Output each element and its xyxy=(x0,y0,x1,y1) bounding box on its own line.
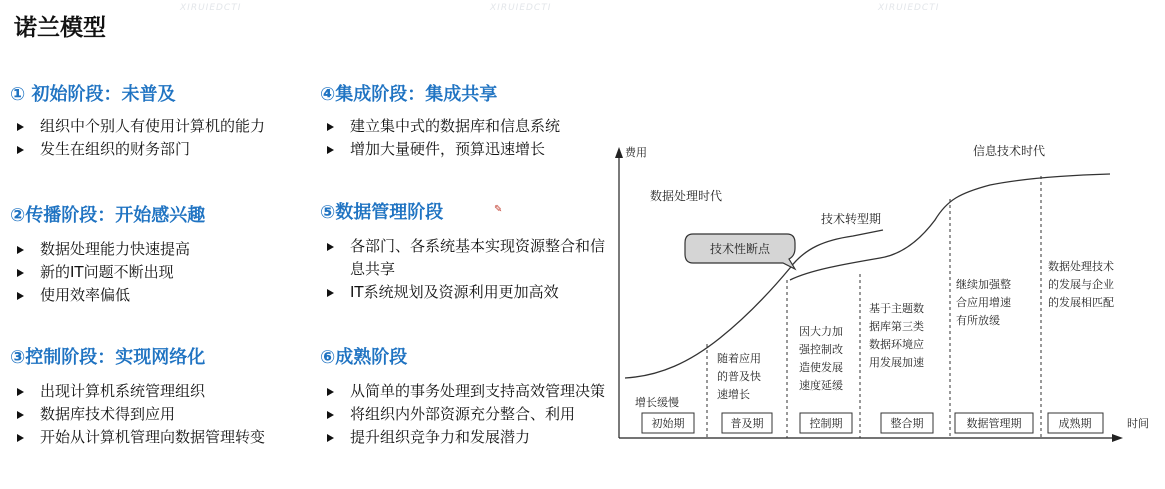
bullet-item: 开始从计算机管理向数据管理转变 xyxy=(10,426,300,449)
stage-title: ⑤数据管理阶段 xyxy=(320,202,444,223)
stage-4 xyxy=(320,80,610,161)
bullet-list xyxy=(10,380,300,449)
bullet-list xyxy=(320,380,605,449)
bullet-item: 组织中个别人有使用计算机的能力 xyxy=(10,115,300,138)
bullet-item: 使用效率偏低 xyxy=(10,284,300,307)
phase-label: 整合期 xyxy=(890,417,924,430)
stage-1 xyxy=(10,80,300,161)
stage-title: ① 初始阶段：未普及 xyxy=(10,84,176,105)
phase-description: 随着应用 的普及快 速增长 xyxy=(717,352,761,401)
phase-label: 控制期 xyxy=(809,417,843,430)
stage-2 xyxy=(10,201,300,307)
era-label-info: 信息技术时代 xyxy=(973,144,1046,158)
bullet-item: 新的IT问题不断出现 xyxy=(10,261,300,284)
bullet-list xyxy=(320,115,610,161)
callout-label: 技术性断点 xyxy=(710,242,771,256)
bullet-item: 各部门、各系统基本实现资源整合和信息共享 xyxy=(320,235,605,281)
bullet-item: IT系统规划及资源利用更加高效 xyxy=(320,281,605,304)
stage-3 xyxy=(10,343,300,449)
bullet-item: 将组织内外部资源充分整合、利用 xyxy=(320,403,605,426)
bullet-list xyxy=(320,235,605,304)
bullet-item: 出现计算机系统管理组织 xyxy=(10,380,300,403)
y-axis-arrow-icon xyxy=(615,147,623,158)
pen-cursor-icon: ✎ xyxy=(494,204,503,215)
phase-label: 成熟期 xyxy=(1058,417,1092,430)
nolan-diagram xyxy=(605,138,1160,448)
phase-label: 普及期 xyxy=(730,417,764,430)
stage-title: ⑥成熟阶段 xyxy=(320,347,408,368)
phase-label: 数据管理期 xyxy=(966,417,1022,430)
bullet-list xyxy=(10,238,300,307)
phase-label: 初始期 xyxy=(651,417,685,430)
phase-description: 增长缓慢 xyxy=(635,396,679,409)
bullet-item: 提升组织竞争力和发展潜力 xyxy=(320,426,605,449)
stage-title: ③控制阶段：实现网络化 xyxy=(10,347,206,368)
bullet-item: 发生在组织的财务部门 xyxy=(10,138,300,161)
stage-5 xyxy=(320,198,605,304)
x-axis-label: 时间 xyxy=(1127,417,1149,430)
era-label-data: 数据处理时代 xyxy=(650,189,723,203)
phase-description: 数据处理技术 的发展与企业 的发展相匹配 xyxy=(1048,260,1114,309)
bullet-item: 从简单的事务处理到支持高效管理决策 xyxy=(320,380,605,403)
bullet-item: 增加大量硬件，预算迅速增长 xyxy=(320,138,610,161)
bullet-item: 数据库技术得到应用 xyxy=(10,403,300,426)
watermark: XIRUIEDCTI xyxy=(878,3,940,13)
watermark: XIRUIEDCTI xyxy=(180,3,242,13)
stage-title: ④集成阶段：集成共享 xyxy=(320,84,498,105)
phase-description: 因大力加 强控制改 造使发展 速度延缓 xyxy=(799,325,843,392)
stage-title: ②传播阶段：开始感兴趣 xyxy=(10,205,206,226)
phase-description: 继续加强整 合应用增速 有所放缓 xyxy=(956,278,1011,327)
transition-label: 技术转型期 xyxy=(821,212,882,226)
x-axis-arrow-icon xyxy=(1112,434,1123,442)
page-title: 诺兰模型 xyxy=(14,15,106,41)
bullet-item: 数据处理能力快速提高 xyxy=(10,238,300,261)
watermark: XIRUIEDCTI xyxy=(490,3,552,13)
stage-6 xyxy=(320,343,605,449)
bullet-item: 建立集中式的数据库和信息系统 xyxy=(320,115,610,138)
bullet-list xyxy=(10,115,300,161)
y-axis-label: 费用 xyxy=(625,146,647,159)
phase-description: 基于主题数 据库第三类 数据环境应 用发展加速 xyxy=(869,302,924,369)
